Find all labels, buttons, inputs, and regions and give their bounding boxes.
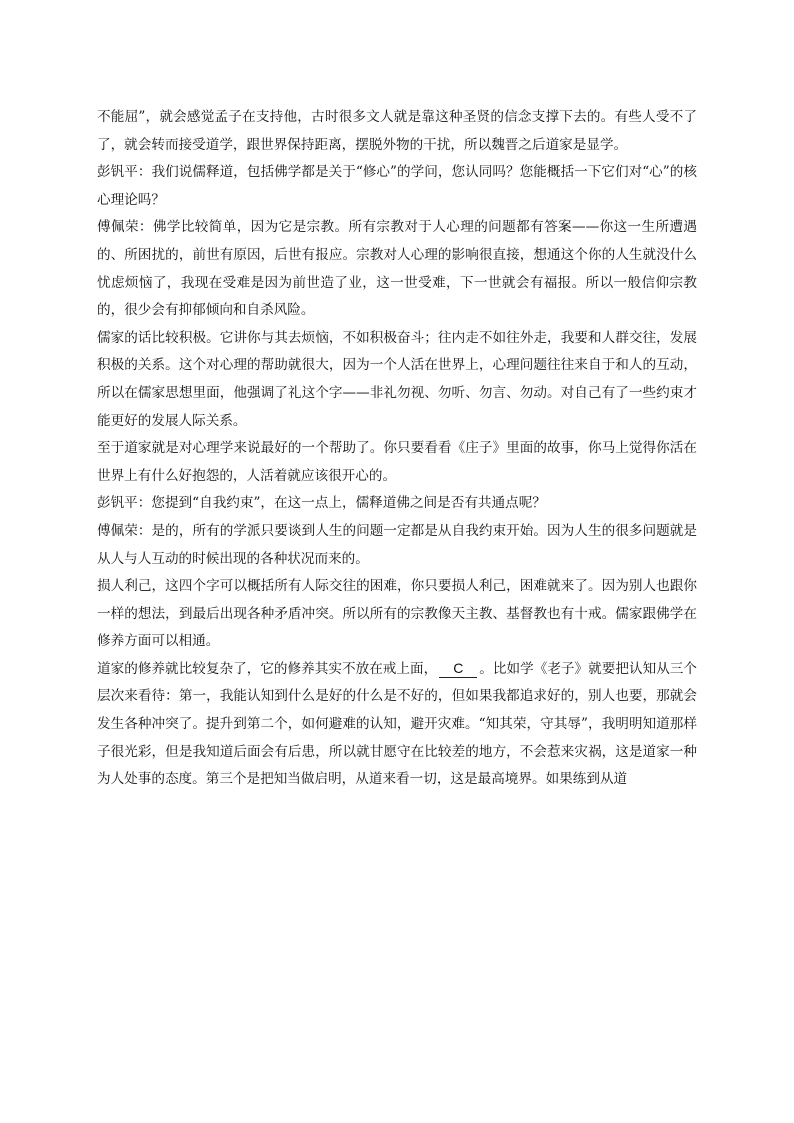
paragraph-confucianism: 儒家的话比较积极。它讲你与其去烦恼，不如积极奋斗；往内走不如往外走，我要和人群交往，发展积极的关系。这个对心理的帮助就很大，因为一个人活在世界上，心理问题往往来自于和人的互动，所以在儒家思想里面，他强调了礼这个字——非礼勿视、勿听、勿言、勿动。对自己有了一些约束才能更好的发展人际关系。 [97,329,697,429]
paragraph-interviewer-question-xiuxin: 彭钒平：我们说儒释道，包括佛学都是关于“修心”的学问，您认同吗？您能概括一下它们对“心”的核心理论吗？ [97,164,697,208]
paragraph-harm-others: 损人利己，这四个字可以概括所有人际交往的困难，你只要损人利己，困难就来了。因为别人也跟你一样的想法，到最后出现各种矛盾冲突。所以所有的宗教像天主教、基督教也有十戒。儒家跟佛学在修养方面可以相通。 [97,578,697,650]
fill-in-blank-answer: C [439,659,477,678]
document-body [97,104,697,794]
paragraph-taoism-zhuangzi: 至于道家就是对心理学来说最好的一个帮助了。你只要看看《庄子》里面的故事，你马上觉得你活在世界上有什么好抱怨的，人活着就应该很开心的。 [97,440,697,484]
paragraph-buddhism-answer: 傅佩荣：佛学比较简单，因为它是宗教。所有宗教对于人心理的问题都有答案——你这一生所遭遇的、所困扰的，前世有原因，后世有报应。宗教对人心理的影响很直接，想通这个你的人生就没什么忧虑烦恼了，我现在受难是因为前世造了业，这一世受难，下一世就会有福报。所以一般信仰宗教的，很少会有抑郁倾向和自杀风险。 [97,219,697,319]
text-before-blank: 道家的修养就比较复杂了，它的修养其实不放在戒上面， [97,660,438,677]
paragraph-answer-self-restraint: 傅佩荣：是的，所有的学派只要谈到人生的问题一定都是从自我约束开始。因为人生的很多问题就是从人与人互动的时候出现的各种状况而来的。 [97,522,697,567]
text-after-blank: 。比如学《老子》就要把认知从三个层次来看待：第一，我能认知到什么是好的什么是不好的，但如果我都追求好的，别人也要，那就会发生各种冲突了。提升到第二个，如何避难的认知，避开灾难。“知其荣，守其辱”，我明明知道那样子很光彩，但是我知道后面会有后患，所以就甘愿守在比较差的地方，不会惹来灾祸，这是道家一种为人处事的态度。第三个是把知当做启明，从道来看一切，这是最高境界。如果练到从道 [97,660,698,788]
paragraph-mencius-context: 不能屈”，就会感觉孟子在支持他，古时很多文人就是靠这种圣贤的信念支撑下去的。有些人受不了了，就会转而接受道学，跟世界保持距离，摆脱外物的干扰，所以魏晋之后道家是显学。 [97,109,697,153]
paragraph-interviewer-question-self-restraint: 彭钒平：您提到“自我约束”，在这一点上，儒释道佛之间是否有共通点呢？ [97,495,546,512]
paragraph-taoist-cultivation [97,656,697,794]
